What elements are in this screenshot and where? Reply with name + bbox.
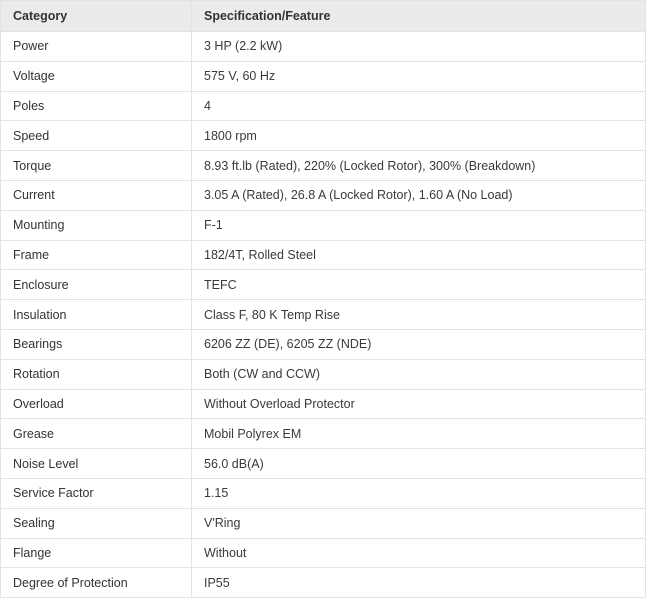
cell-specification: Class F, 80 K Temp Rise xyxy=(192,300,646,330)
column-header-specification: Specification/Feature xyxy=(192,1,646,32)
cell-category: Insulation xyxy=(1,300,192,330)
cell-category: Bearings xyxy=(1,329,192,359)
cell-category: Rotation xyxy=(1,359,192,389)
column-header-category: Category xyxy=(1,1,192,32)
cell-category: Torque xyxy=(1,151,192,181)
cell-category: Current xyxy=(1,180,192,210)
table-row xyxy=(1,508,646,538)
cell-specification: 56.0 dB(A) xyxy=(192,449,646,479)
cell-specification: 8.93 ft.lb (Rated), 220% (Locked Rotor), 300% (Breakdown) xyxy=(192,151,646,181)
cell-category: Flange xyxy=(1,538,192,568)
cell-specification: 575 V, 60 Hz xyxy=(192,61,646,91)
cell-category: Enclosure xyxy=(1,270,192,300)
table-row xyxy=(1,389,646,419)
cell-specification: 182/4T, Rolled Steel xyxy=(192,240,646,270)
cell-category: Frame xyxy=(1,240,192,270)
cell-specification: 1800 rpm xyxy=(192,121,646,151)
cell-category: Overload xyxy=(1,389,192,419)
cell-specification: 6206 ZZ (DE), 6205 ZZ (NDE) xyxy=(192,329,646,359)
table-row xyxy=(1,270,646,300)
table-row xyxy=(1,449,646,479)
cell-specification: 1.15 xyxy=(192,478,646,508)
cell-category: Sealing xyxy=(1,508,192,538)
table-row xyxy=(1,180,646,210)
table-row xyxy=(1,478,646,508)
cell-category: Service Factor xyxy=(1,478,192,508)
cell-specification: TEFC xyxy=(192,270,646,300)
table-row xyxy=(1,329,646,359)
table-row xyxy=(1,210,646,240)
table-row xyxy=(1,568,646,598)
cell-specification: Without Overload Protector xyxy=(192,389,646,419)
cell-category: Voltage xyxy=(1,61,192,91)
cell-specification: 4 xyxy=(192,91,646,121)
table-row xyxy=(1,419,646,449)
cell-category: Poles xyxy=(1,91,192,121)
cell-specification: IP55 xyxy=(192,568,646,598)
cell-specification: V'Ring xyxy=(192,508,646,538)
cell-category: Noise Level xyxy=(1,449,192,479)
table-row xyxy=(1,91,646,121)
cell-category: Degree of Protection xyxy=(1,568,192,598)
cell-specification: Both (CW and CCW) xyxy=(192,359,646,389)
cell-specification: Mobil Polyrex EM xyxy=(192,419,646,449)
cell-category: Grease xyxy=(1,419,192,449)
cell-specification: 3.05 A (Rated), 26.8 A (Locked Rotor), 1.60 A (No Load) xyxy=(192,180,646,210)
table-row xyxy=(1,300,646,330)
cell-category: Speed xyxy=(1,121,192,151)
table-header-row xyxy=(1,1,646,32)
cell-specification: 3 HP (2.2 kW) xyxy=(192,32,646,62)
table-body xyxy=(1,32,646,598)
table-header xyxy=(1,1,646,32)
cell-category: Power xyxy=(1,32,192,62)
cell-category: Mounting xyxy=(1,210,192,240)
table-row xyxy=(1,359,646,389)
table-row xyxy=(1,121,646,151)
table-row xyxy=(1,32,646,62)
table-row xyxy=(1,538,646,568)
cell-specification: Without xyxy=(192,538,646,568)
table-row xyxy=(1,151,646,181)
table-row xyxy=(1,240,646,270)
table-row xyxy=(1,61,646,91)
cell-specification: F-1 xyxy=(192,210,646,240)
